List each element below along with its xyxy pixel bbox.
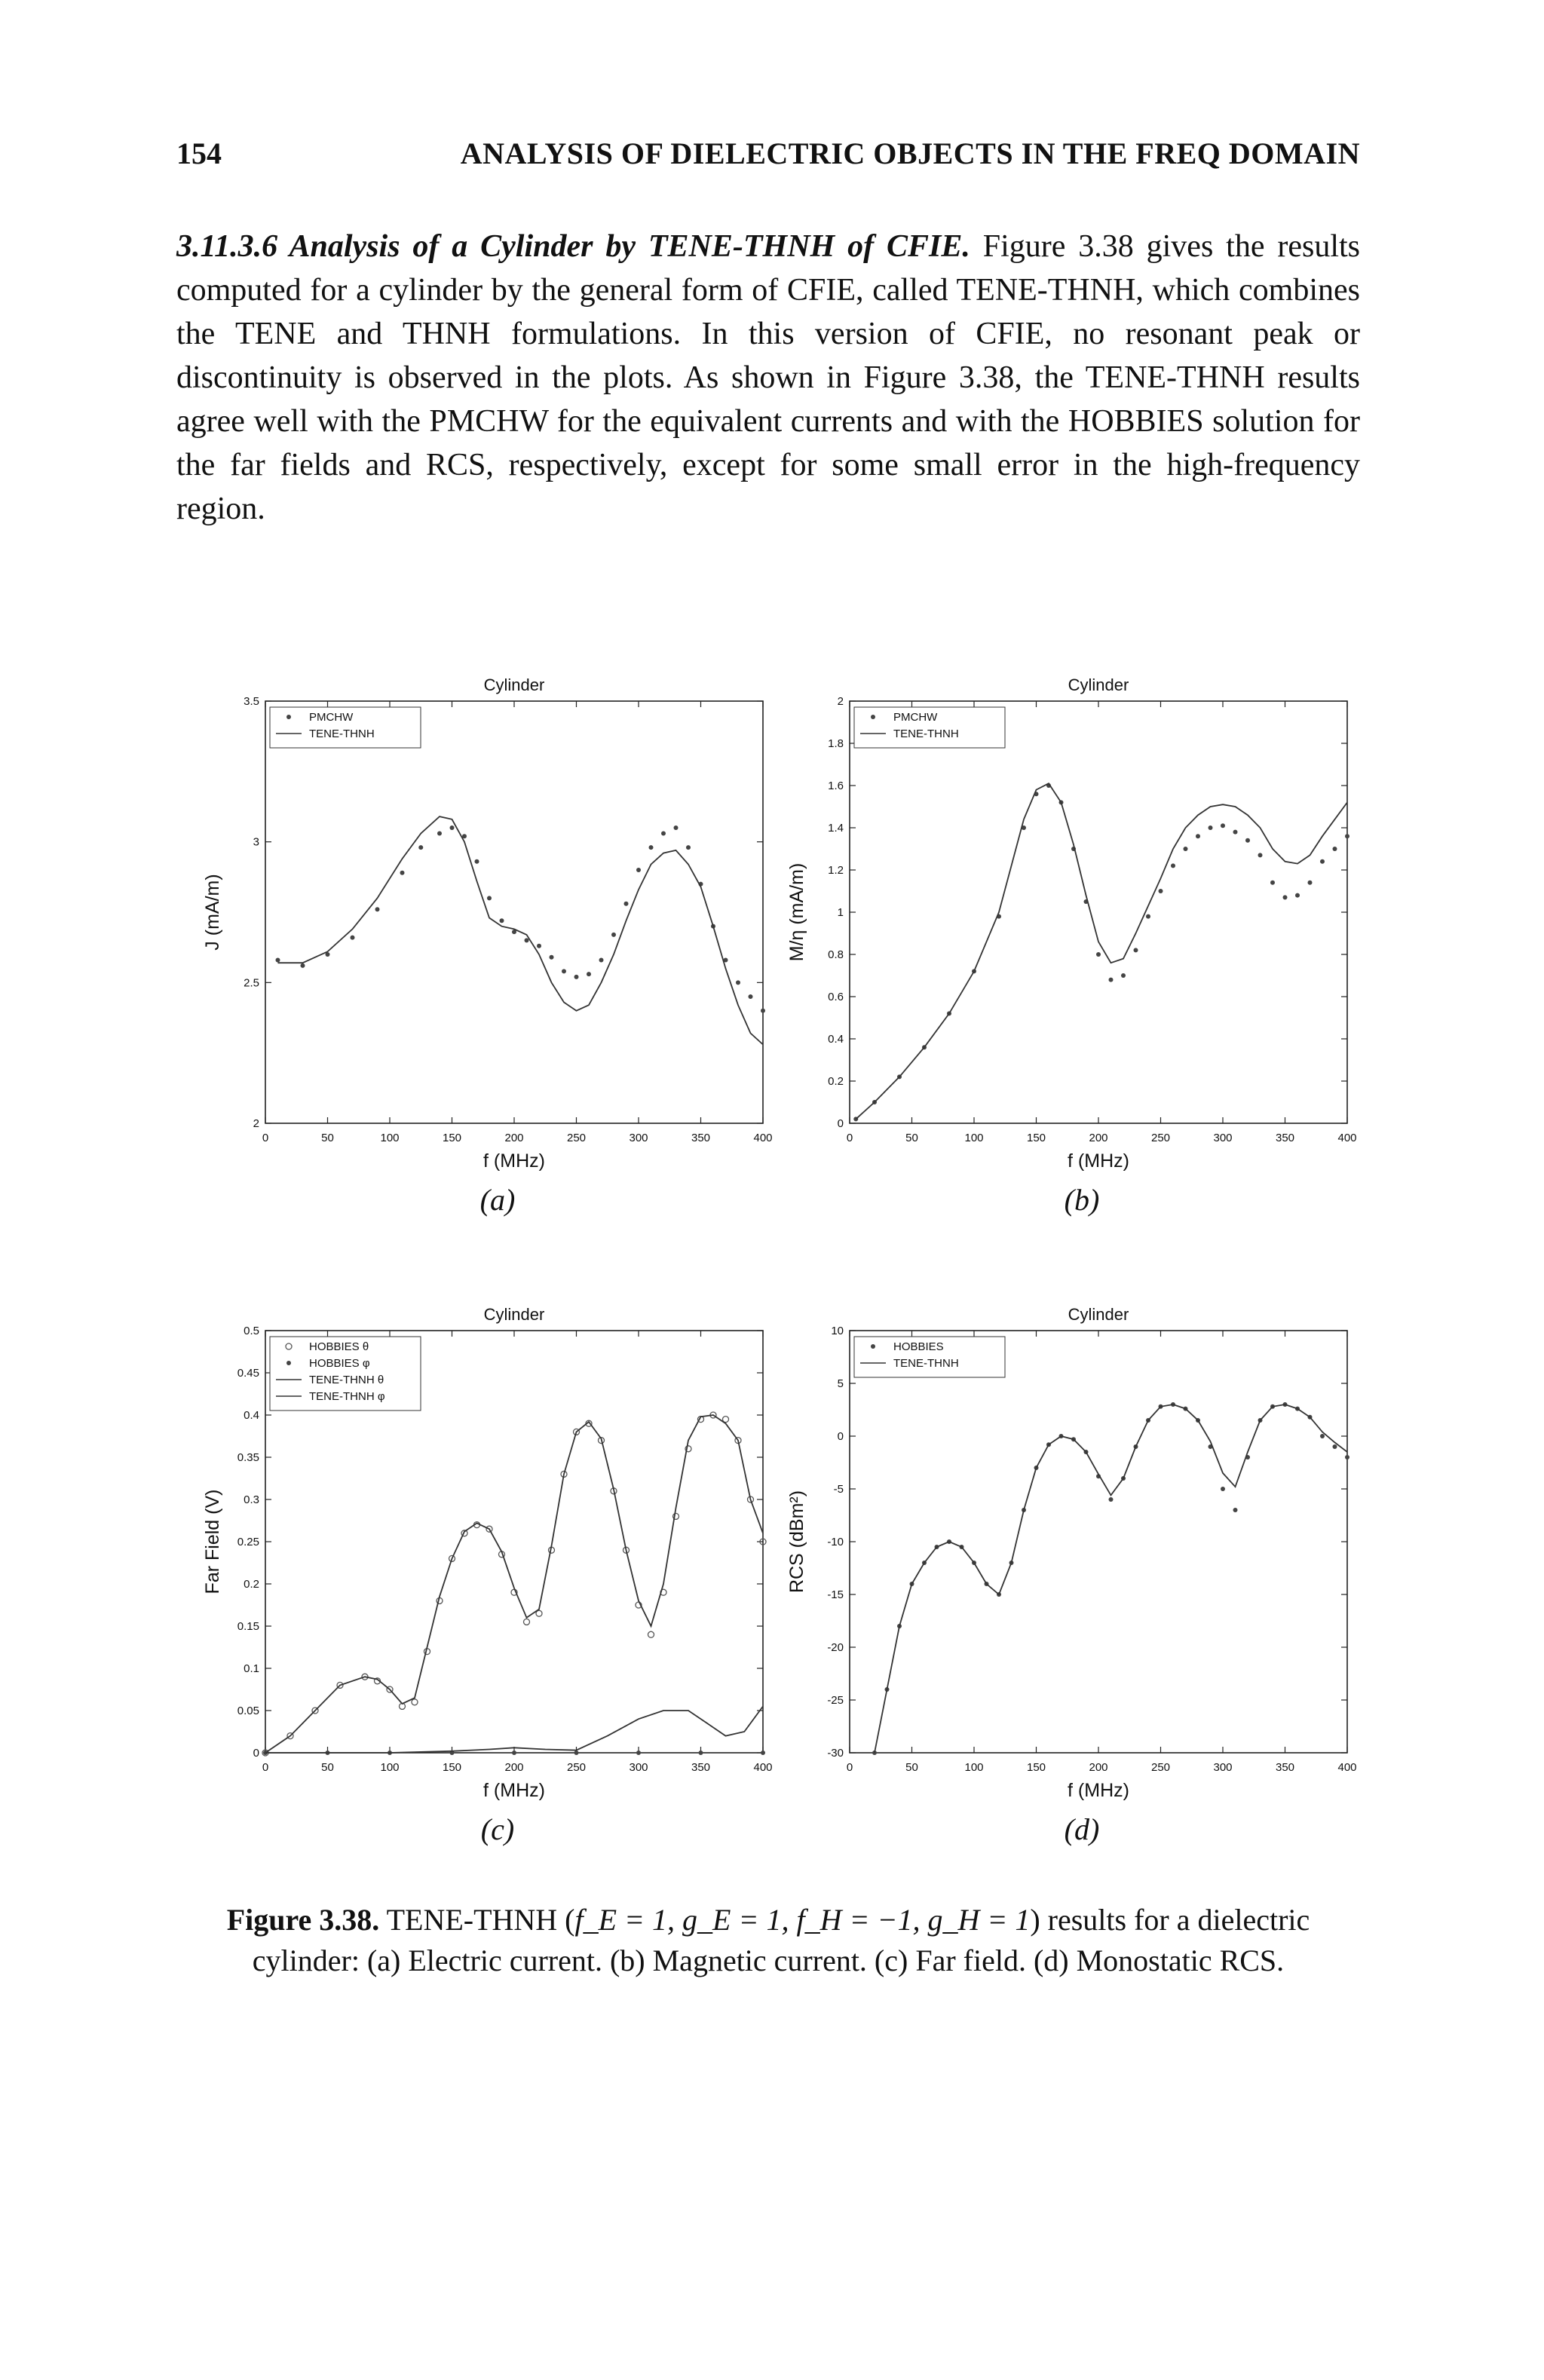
data-point	[1258, 853, 1263, 857]
y-tick-label: 2.5	[244, 976, 259, 990]
data-point	[661, 831, 666, 835]
data-point	[1245, 838, 1250, 843]
x-tick-label: 100	[964, 1761, 984, 1774]
y-tick-label: 0.25	[237, 1536, 259, 1548]
x-tick-label: 50	[905, 1132, 918, 1144]
data-point	[686, 845, 691, 850]
data-point	[611, 933, 616, 937]
legend-label: TENE-THNH	[893, 727, 959, 740]
data-point	[1333, 847, 1337, 851]
data-point	[1233, 830, 1238, 835]
caption-post: ) results for a dielectric cylinder: (a) Electric current. (b) Magnetic current. (c) Far field. (d) Monostatic RCS.	[252, 1903, 1310, 1977]
figure-caption	[176, 1900, 1360, 1981]
caption-formula: f_E = 1, g_E = 1, f_H = −1, g_H = 1	[574, 1903, 1031, 1937]
panel-label-d: (d)	[1064, 1812, 1100, 1846]
y-tick-label: 0.2	[244, 1578, 259, 1591]
x-tick-label: 200	[1089, 1761, 1108, 1774]
plot-frame	[265, 701, 763, 1123]
data-point	[1221, 1487, 1225, 1491]
data-point	[562, 969, 566, 973]
chart-c	[204, 1293, 792, 1806]
data-point	[749, 994, 753, 999]
plot-frame	[850, 701, 1347, 1123]
y-tick-label: 0.6	[828, 991, 844, 1003]
data-point	[1320, 859, 1325, 864]
data-point	[1184, 847, 1188, 851]
data-point	[1233, 1508, 1238, 1512]
legend-swatch	[871, 715, 875, 719]
data-point	[525, 938, 529, 942]
series-line	[265, 1415, 763, 1753]
y-tick-label: 3.5	[244, 695, 259, 708]
y-tick-label: -20	[827, 1641, 844, 1654]
y-tick-label: 1.2	[828, 864, 844, 877]
legend-label: TENE-THNH	[893, 1357, 959, 1370]
series-line	[265, 1706, 763, 1753]
series-0	[872, 1402, 1349, 1755]
x-tick-label: 350	[1275, 1132, 1295, 1144]
data-point	[1345, 1455, 1349, 1460]
series-1	[856, 783, 1347, 1119]
data-point	[1221, 823, 1225, 828]
data-point	[301, 963, 305, 968]
data-point	[400, 871, 405, 875]
x-tick-label: 300	[1213, 1761, 1233, 1774]
data-point	[537, 944, 541, 948]
data-point	[674, 825, 679, 830]
chart-b	[788, 663, 1376, 1176]
x-tick-label: 300	[629, 1761, 648, 1774]
data-point	[1134, 948, 1138, 952]
x-axis-label: f (MHz)	[1068, 1150, 1129, 1172]
y-axis-label: M/η (mA/m)	[786, 862, 807, 962]
y-tick-label: 2	[837, 695, 844, 708]
x-tick-label: 400	[753, 1132, 773, 1144]
data-point	[450, 825, 455, 830]
y-tick-label: 0	[253, 1747, 259, 1760]
x-tick-label: 300	[629, 1132, 648, 1144]
chart-a	[204, 663, 792, 1176]
series-1	[278, 816, 764, 1044]
data-point	[1121, 973, 1126, 978]
figure-panel-a	[204, 663, 792, 1236]
data-point	[351, 936, 355, 940]
y-tick-label: -15	[827, 1588, 844, 1601]
data-point	[1345, 834, 1349, 838]
data-point	[550, 955, 554, 960]
plot-frame	[850, 1331, 1347, 1753]
x-tick-label: 100	[380, 1132, 400, 1144]
y-tick-label: 0.1	[244, 1662, 259, 1675]
section-heading: 3.11.3.6 Analysis of a Cylinder by TENE-THNH of CFIE.	[176, 229, 970, 264]
x-tick-label: 400	[753, 1761, 773, 1774]
y-tick-label: 0.3	[244, 1493, 259, 1506]
data-point	[512, 1751, 516, 1755]
x-tick-label: 350	[691, 1761, 711, 1774]
series-1	[875, 1404, 1347, 1753]
y-tick-label: -10	[827, 1536, 844, 1548]
x-tick-label: 0	[846, 1132, 853, 1144]
y-tick-label: 0.4	[244, 1409, 259, 1422]
y-tick-label: 10	[831, 1325, 844, 1337]
x-tick-label: 250	[566, 1761, 587, 1774]
y-tick-label: 0.8	[828, 948, 844, 961]
data-point	[1308, 881, 1313, 885]
x-tick-label: 100	[380, 1761, 400, 1774]
x-tick-label: 200	[504, 1761, 524, 1774]
data-point	[648, 1631, 654, 1637]
series-0	[262, 1412, 766, 1756]
data-point	[599, 957, 604, 962]
data-point	[574, 1751, 579, 1755]
legend-swatch	[871, 1344, 875, 1349]
x-tick-label: 0	[262, 1761, 269, 1774]
data-point	[500, 918, 504, 923]
x-tick-label: 350	[691, 1132, 711, 1144]
y-tick-label: 0.15	[237, 1620, 259, 1633]
x-tick-label: 150	[1026, 1132, 1046, 1144]
y-tick-label: -25	[827, 1694, 844, 1707]
data-point	[736, 980, 740, 985]
data-point	[475, 859, 479, 864]
y-tick-label: 2	[253, 1117, 259, 1130]
data-point	[587, 972, 591, 976]
page-header	[176, 136, 1360, 181]
y-tick-label: -5	[833, 1483, 844, 1496]
data-point	[524, 1619, 530, 1625]
y-tick-label: -30	[827, 1747, 844, 1760]
y-tick-label: 0.2	[828, 1075, 844, 1088]
data-point	[1209, 825, 1213, 830]
data-point	[1196, 834, 1200, 838]
y-tick-label: 1.8	[828, 737, 844, 750]
data-point	[636, 1751, 641, 1755]
data-point	[1109, 978, 1114, 982]
x-tick-label: 350	[1275, 1761, 1295, 1774]
series-3	[265, 1706, 763, 1753]
y-tick-label: 0.4	[828, 1033, 844, 1046]
panel-label-c: (c)	[480, 1812, 515, 1846]
chart-title: Cylinder	[1068, 675, 1129, 694]
x-tick-label: 400	[1337, 1132, 1357, 1144]
x-tick-label: 250	[566, 1132, 587, 1144]
figure-panel-c	[204, 1293, 792, 1866]
chart-title: Cylinder	[1068, 1305, 1129, 1324]
legend-label: PMCHW	[893, 711, 938, 724]
data-point	[437, 831, 442, 835]
data-point	[699, 1751, 703, 1755]
y-tick-label: 3	[253, 835, 259, 849]
chart-title: Cylinder	[483, 1305, 545, 1324]
legend-label: HOBBIES θ	[309, 1340, 369, 1353]
data-point	[1333, 1444, 1337, 1449]
legend-label: HOBBIES φ	[309, 1357, 370, 1370]
series-line	[278, 816, 764, 1044]
legend-swatch	[286, 715, 291, 719]
x-tick-label: 250	[1150, 1761, 1171, 1774]
figure-panel-d	[788, 1293, 1376, 1866]
data-point	[1146, 914, 1150, 919]
data-point	[649, 845, 654, 850]
y-axis-label: J (mA/m)	[202, 874, 223, 951]
x-tick-label: 50	[321, 1132, 334, 1144]
x-axis-label: f (MHz)	[483, 1150, 545, 1172]
x-tick-label: 150	[442, 1132, 462, 1144]
data-point	[1320, 1434, 1325, 1438]
data-point	[574, 975, 579, 979]
x-tick-label: 0	[262, 1132, 269, 1144]
series-2	[265, 1415, 763, 1753]
legend-label: HOBBIES	[893, 1340, 944, 1353]
data-point	[1283, 895, 1288, 899]
y-tick-label: 5	[837, 1377, 844, 1390]
x-tick-label: 50	[905, 1761, 918, 1774]
legend-label: TENE-THNH φ	[309, 1390, 385, 1403]
x-tick-label: 200	[1089, 1132, 1108, 1144]
legend-label: PMCHW	[309, 711, 354, 724]
x-tick-label: 400	[1337, 1761, 1357, 1774]
x-tick-label: 100	[964, 1132, 984, 1144]
x-axis-label: f (MHz)	[483, 1780, 545, 1801]
data-point	[276, 957, 280, 962]
data-point	[636, 868, 641, 872]
chart-d	[788, 1293, 1376, 1806]
caption-label: Figure 3.38.	[226, 1903, 380, 1937]
y-tick-label: 1.6	[828, 780, 844, 792]
data-point	[1096, 952, 1101, 957]
data-point	[1171, 863, 1175, 868]
data-point	[412, 1699, 418, 1705]
x-tick-label: 0	[846, 1761, 853, 1774]
page-number: 154	[176, 136, 222, 170]
data-point	[624, 902, 629, 906]
panel-label-a: (a)	[479, 1183, 516, 1217]
x-tick-label: 200	[504, 1132, 524, 1144]
legend-swatch	[286, 1361, 291, 1365]
y-tick-label: 1	[837, 906, 844, 919]
y-axis-label: RCS (dBm²)	[786, 1490, 807, 1594]
figure-panel-b	[788, 663, 1376, 1236]
data-point	[761, 1009, 765, 1013]
x-axis-label: f (MHz)	[1068, 1780, 1129, 1801]
y-tick-label: 0.5	[244, 1325, 259, 1337]
legend-label: TENE-THNH θ	[309, 1374, 384, 1386]
data-point	[1270, 881, 1275, 885]
data-point	[1109, 1497, 1114, 1502]
x-tick-label: 150	[442, 1761, 462, 1774]
y-tick-label: 0.45	[237, 1367, 259, 1380]
x-tick-label: 250	[1150, 1132, 1171, 1144]
x-tick-label: 150	[1026, 1761, 1046, 1774]
y-tick-label: 0	[837, 1430, 844, 1443]
series-line	[875, 1404, 1347, 1753]
x-tick-label: 50	[321, 1761, 334, 1774]
body-text: Figure 3.38 gives the results computed for a cylinder by the general form of CFIE, called TENE-THNH, which combines the TENE and THNH formulations. In this version of CFIE, no resonant peak or discontinuity is observed in the plots. As shown in Figure 3.38, the TENE-THNH results agree well with the PMCHW for the equivalent currents and with the HOBBIES solution for the far fields and RCS, respectively, except for some small error in the high-frequency region.	[176, 229, 1361, 526]
data-point	[375, 907, 380, 911]
y-axis-label: Far Field (V)	[202, 1489, 223, 1594]
y-tick-label: 1.4	[828, 822, 844, 835]
x-tick-label: 300	[1213, 1132, 1233, 1144]
y-tick-label: 0.05	[237, 1705, 259, 1717]
body-paragraph	[176, 225, 1360, 531]
series-0	[853, 783, 1349, 1121]
chart-title: Cylinder	[483, 675, 545, 694]
data-point	[487, 896, 492, 900]
data-point	[761, 1751, 765, 1755]
panel-label-b: (b)	[1064, 1183, 1100, 1217]
caption-pre: TENE-THNH (	[379, 1903, 575, 1937]
data-point	[1295, 893, 1300, 898]
data-point	[418, 845, 423, 850]
y-tick-label: 0	[837, 1117, 844, 1130]
legend-label: TENE-THNH	[309, 727, 375, 740]
series-line	[856, 783, 1347, 1119]
running-head: ANALYSIS OF DIELECTRIC OBJECTS IN THE FREQ DOMAIN	[460, 136, 1360, 170]
y-tick-label: 0.35	[237, 1451, 259, 1464]
series-0	[276, 825, 766, 1013]
data-point	[1159, 889, 1163, 893]
